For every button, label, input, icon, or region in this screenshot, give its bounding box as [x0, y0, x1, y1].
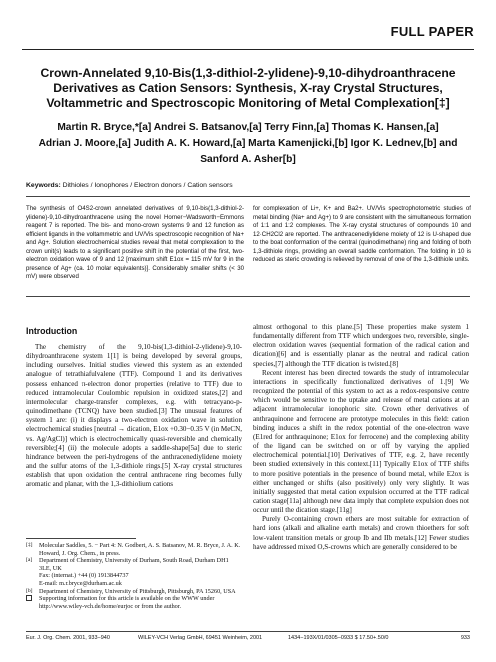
footnote-text: Fax: (internat.) +44 (0) 1913844737: [39, 572, 129, 580]
paragraph: Purely O-containing crown ethers are most suitable for extraction of hard ions (alkali and alkaline earth metals) and crown thioethers for soft low-valent transition metals or group Ib and IIb metals.[12] Fewer studies have addressed mixed O,S-crowns which are generally considered to be: [253, 515, 469, 551]
article-title: [30, 66, 466, 111]
footnotes: [26, 542, 242, 610]
footnote-tag: [26, 580, 39, 588]
divider: [26, 296, 470, 297]
publisher: WILEY-VCH Verlag GmbH, 69451 Weinheim, 2001: [138, 635, 263, 641]
footnote-tag: [‡]: [26, 542, 33, 548]
divider: [26, 196, 470, 197]
footer-divider: [26, 631, 470, 632]
header-bar: [22, 20, 474, 50]
keywords-text: Dithioles / Ionophores / Electron donors / Cation sensors: [62, 182, 233, 189]
abstract-left: The synthesis of O4S2-crown annelated derivatives of 9,10-bis(1,3-dithiol-2-ylidene)-9,10-dihydroanthracene using the novel Horner−Wadsworth−Emmons reagent 7 is reported. The bis- and mono-crown systems 9 and 12 function as efficient ligands in the voltammetric and UV/Vis spectroscopic recognition of Na+ and Ag+. Solution electrochemical studies reveal that metal complexation to the crown unit(s) leads to a significant positive shift in the potential of the first, two-electron oxidation wave of 9 and 12 [maximum shift E1ox = 115 mV for 9 in the presence of Ag+ (ca. 10 molar equivalents)]. Considerably smaller shifts (< 30 mV) were observed: [26, 205, 244, 280]
section-heading: Introduction: [26, 326, 78, 336]
abstract-right: for complexation of Li+, K+ and Ba2+. UV/Vis spectrophotometric studies of metal binding (Na+ and Ag+) to 9 are consistent with the simultaneous formation of 1:1 and 1:2 complexes. The X-ray crystal structures of compounds 10 and 12·CH2Cl2 are reported. The anthracenediylidene moiety of 12 is U-shaped due to the boat conformation of the central (quinodimethane) ring and folding of both 1,3-dithiole rings, providing an overall saddle conformation. The folding in 10 is reduced as steric crowding is relieved by removal of one of the 1,3-dithiole units.: [253, 205, 471, 263]
footnote-divider: [26, 538, 136, 539]
body-column-left: [26, 343, 242, 490]
footnote: [26, 580, 242, 588]
body-column-right: [253, 323, 469, 552]
footnote-text: Department of Chemistry, University of Pittsburgh, Pittsburgh, PA 15260, USA: [39, 587, 236, 595]
author-list: [30, 120, 466, 168]
footnote-tag: [b]: [26, 587, 33, 594]
footnote-tag: [26, 595, 39, 610]
keywords-label: Keywords:: [26, 182, 61, 189]
title-line: Derivatives as Cation Sensors: Synthesis, X-ray Crystal Structures,: [53, 81, 443, 95]
paragraph: almost orthogonal to this plane.[5] These properties make system 1 fundamentally different from TTF which undergoes two, reversible, single-electron oxidation waves (sequential formation of the radical cation and dication)[6] and is essentially planar as the neutral and radical cation species,[7] although the TTF dication is twisted.[8]: [253, 323, 469, 368]
keywords: [26, 182, 470, 189]
journal-citation: Eur. J. Org. Chem. 2001, 933−940: [26, 635, 110, 641]
author-line: Sanford A. Asher[b]: [200, 154, 296, 165]
footnote: [26, 595, 242, 610]
issn: 1434−193X/01/0305−0933 $ 17.50+.50/0: [288, 635, 389, 641]
title-line: Voltammetric and Spectroscopic Monitoring of Metal Complexation[‡]: [46, 96, 450, 110]
footnote-tag: [a]: [26, 557, 33, 564]
footnote-tag: [26, 572, 39, 580]
paragraph: The chemistry of the 9,10-bis(1,3-dithiol-2-ylidene)-9,10-dihydroanthracene system 1[1] is being developed by several groups, including ourselves. Initial studies viewed this system as an extended analogue of tetrathiafulvalene (TTF). Compound 1 and its derivatives possess enhanced π-electron donor properties (relative to TTF) due to reduced intramolecular Coulombic repulsion in oxidized states,[2] and intermolecular charge-transfer complexes, e.g. with tetracyano-p-quinodimethane (TCNQ) have been studied.[3] The unusual features of system 1 are: (i) it displays a two-electron oxidation wave in solution electrochemical studies [neutral → dication, E1ox +0.30−0.35 V (in MeCN, vs. Ag/AgCl)] which is electrochemically quasi-reversible and chemically reversible;[4] (ii) the molecule adopts a saddle-shape[5a] due to steric hindrance between the peri-hydrogens of the anthracenediylidene moiety and the sulfur atoms of the 1,3-dithiole rings.[5] X-ray crystal structures establish that upon oxidation the central anthracene ring becomes fully aromatic and planar, with the 1,3-dithiolium cations: [26, 343, 242, 489]
supporting-info-icon: [26, 595, 32, 601]
footnote: [26, 588, 242, 596]
footnote: [26, 572, 242, 580]
footnote-text: E-mail: m.r.bryce@durham.ac.uk: [39, 579, 122, 587]
author-line: Martin R. Bryce,*[a] Andrei S. Batsanov,[a] Terry Finn,[a] Thomas K. Hansen,[a]: [57, 122, 439, 133]
footnote: [26, 542, 242, 557]
footnote: [26, 557, 242, 572]
author-line: Adrian J. Moore,[a] Judith A. K. Howard,[a] Marta Kamenjicki,[b] Igor K. Lednev,[b] and: [38, 138, 458, 149]
paragraph: Recent interest has been directed towards the study of intramolecular interactions in specifically functionalized derivatives of 1.[9] We recognized the potential of this system to act as a redox-responsive centre which would be sensitive to the uptake and release of metal cations at an adjacent intramolecular ionophoric site. Crown ether derivatives of anthraquinone and ferrocene are prototype molecules in this field: cation binding induces a shift in the redox potential of the one-electron wave (E1red for anthraquinone; E1ox for ferrocene) and the complexing ability of the ligand can be switched on or off by varying the applied electrochemical potential.[10] Derivatives of TTF, e.g. 2, have recently been studied extensively in this context.[11] Typically E1ox of TTF shifts to more positive potentials in the presence of bound metal, while E2ox is either unchanged or shifts (also positively) only very slightly. It was initially suggested that metal cation expulsion occurred at the TTF radical cation stage[11a] although new data imply that complete expulsion does not occur until the dication stage.[11g]: [253, 368, 469, 515]
title-line: Crown-Annelated 9,10-Bis(1,3-dithiol-2-ylidene)-9,10-dihydroanthracene: [40, 66, 456, 80]
footnote-text: Department of Chemistry, University of Durham, South Road, Durham DH1 3LE, UK: [39, 557, 229, 572]
section-label: FULL PAPER: [390, 24, 474, 39]
page-number: 933: [460, 635, 470, 641]
footnote-text: Supporting information for this article is available on the WWW under http://www.wiley-vch.de/home/eurjoc or from the author.: [39, 595, 215, 610]
footnote-text: Molecular Saddles, 5. − Part 4: N. Godbert, A. S. Batsanov, M. R. Bryce, J. A. K. Howard, J. Org. Chem., in press.: [39, 542, 241, 557]
